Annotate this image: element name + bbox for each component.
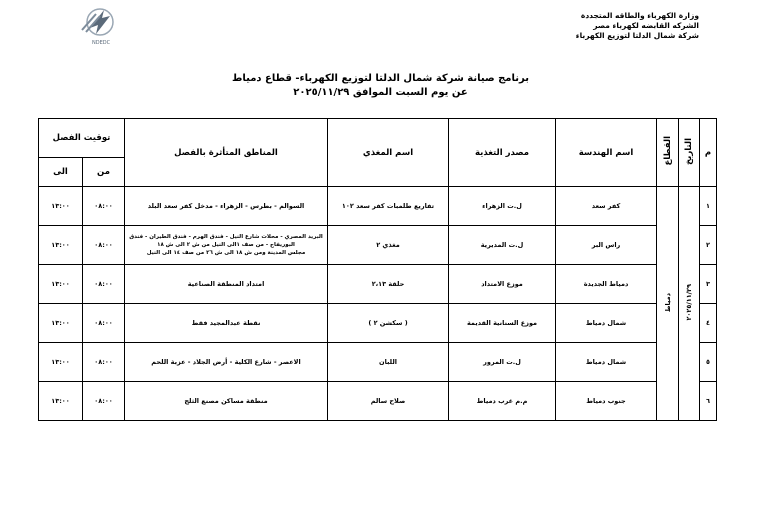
row-engineering: شمال دمياط — [556, 304, 657, 343]
logo-text: NDEDC — [92, 40, 111, 46]
row-to: ١٣:٠٠ — [39, 226, 83, 265]
row-to: ١٣:٠٠ — [39, 304, 83, 343]
row-feeder: تفاريع طلمبات كفر سعد ١٠٢ — [328, 187, 449, 226]
area-line: الاعصر - شارع الكلية - أرض الجلاد - عزبة اللحم — [151, 358, 301, 366]
row-num: ٥ — [700, 343, 717, 382]
row-date: ٢٠٢٥/١١/٢٩ — [679, 187, 700, 421]
row-source: م.م غرب دمياط — [449, 382, 556, 421]
row-num: ٢ — [700, 226, 717, 265]
organization-header — [576, 11, 699, 41]
row-to: ١٣:٠٠ — [39, 343, 83, 382]
header-timing: توقيت الفصل — [39, 119, 125, 158]
row-areas — [125, 226, 328, 265]
table-row — [39, 382, 717, 421]
header-num: م — [700, 119, 717, 187]
area-line: السوالم - بطرس - الزهراء - مدخل كفر سعد البلد — [147, 202, 305, 210]
table-row — [39, 226, 717, 265]
row-num: ١ — [700, 187, 717, 226]
area-line: نقطة عبدالمجيد فقط — [191, 319, 261, 327]
header-from: من — [83, 158, 125, 187]
row-feeder: ( سكشن ٢ ) — [328, 304, 449, 343]
row-areas — [125, 265, 328, 304]
maintenance-schedule-table — [38, 118, 717, 421]
row-from: ٠٨:٠٠ — [83, 187, 125, 226]
row-source: موزع السنانية القديمة — [449, 304, 556, 343]
row-engineering: جنوب دمياط — [556, 382, 657, 421]
row-areas — [125, 304, 328, 343]
logo-mark-icon — [60, 6, 122, 46]
row-sector: دمياط — [657, 187, 679, 421]
area-line: امتداد المنطقة الصناعية — [187, 280, 265, 288]
title-line-1: برنامج صيانة شركة شمال الدلتا لتوزيع الكهرباء- قطاع دمياط — [232, 73, 529, 84]
row-source: ل.ت الزهراء — [449, 187, 556, 226]
row-to: ١٣:٠٠ — [39, 265, 83, 304]
row-to: ١٣:٠٠ — [39, 187, 83, 226]
row-feeder: مغذي ٢ — [328, 226, 449, 265]
header-feeder: اسم المغذي — [328, 119, 449, 187]
row-source: موزع الامتداد — [449, 265, 556, 304]
row-num: ٤ — [700, 304, 717, 343]
table-row — [39, 187, 717, 226]
area-line: مجلس المدينة ومن ش ١٨ الى ش ٢٦ من صف ١٤ الى النيل — [146, 250, 306, 256]
row-source: ل.ت المرور — [449, 343, 556, 382]
header-sector: القطاع — [657, 119, 679, 187]
row-from: ٠٨:٠٠ — [83, 265, 125, 304]
row-areas — [125, 382, 328, 421]
area-line: البريد المصري - محلات شارع النيل - فندق الهرم - فندق الطيران - فندق — [129, 234, 323, 240]
ministry-name: وزارة الكهرباء والطاقه المتجددة — [580, 11, 699, 20]
table-row — [39, 304, 717, 343]
row-areas — [125, 343, 328, 382]
row-from: ٠٨:٠٠ — [83, 304, 125, 343]
table-header-row — [39, 119, 717, 158]
row-from: ٠٨:٠٠ — [83, 226, 125, 265]
row-feeder: حلقة ٢،١٣ — [328, 265, 449, 304]
row-feeder: صلاح سالم — [328, 382, 449, 421]
row-source: ل.ت المديرية — [449, 226, 556, 265]
area-line: منطقة مساكن مصنع الثلج — [184, 397, 268, 405]
row-areas — [125, 187, 328, 226]
holding-company-name: الشركه القابضه لكهرباء مصر — [593, 21, 699, 30]
row-engineering: شمال دمياط — [556, 343, 657, 382]
row-to: ١٣:٠٠ — [39, 382, 83, 421]
row-from: ٠٨:٠٠ — [83, 343, 125, 382]
distribution-company-name: شركة شمال الدلتا لتوزيع الكهرباء — [575, 31, 699, 40]
header-date: التاريخ — [679, 119, 700, 187]
row-engineering: دمياط الجديدة — [556, 265, 657, 304]
header-areas: المناطق المتأثرة بالفصل — [125, 119, 328, 187]
row-feeder: اللبان — [328, 343, 449, 382]
row-num: ٦ — [700, 382, 717, 421]
row-engineering: راس البر — [556, 226, 657, 265]
title-line-2: عن يوم السبت الموافق ٢٠٢٥/١١/٢٩ — [293, 87, 468, 98]
row-from: ٠٨:٠٠ — [83, 382, 125, 421]
header-to: الى — [39, 158, 83, 187]
header-engineering: اسم الهندسة — [556, 119, 657, 187]
row-engineering: كفر سعد — [556, 187, 657, 226]
table-row — [39, 265, 717, 304]
company-logo — [60, 6, 122, 46]
header-source: مصدر التغذية — [449, 119, 556, 187]
table-row — [39, 343, 717, 382]
document-title — [0, 72, 761, 100]
row-num: ٣ — [700, 265, 717, 304]
area-line: البوريفاج - من صف ١الى النيل من ش ٢ الى ش ١٨ — [157, 242, 295, 248]
